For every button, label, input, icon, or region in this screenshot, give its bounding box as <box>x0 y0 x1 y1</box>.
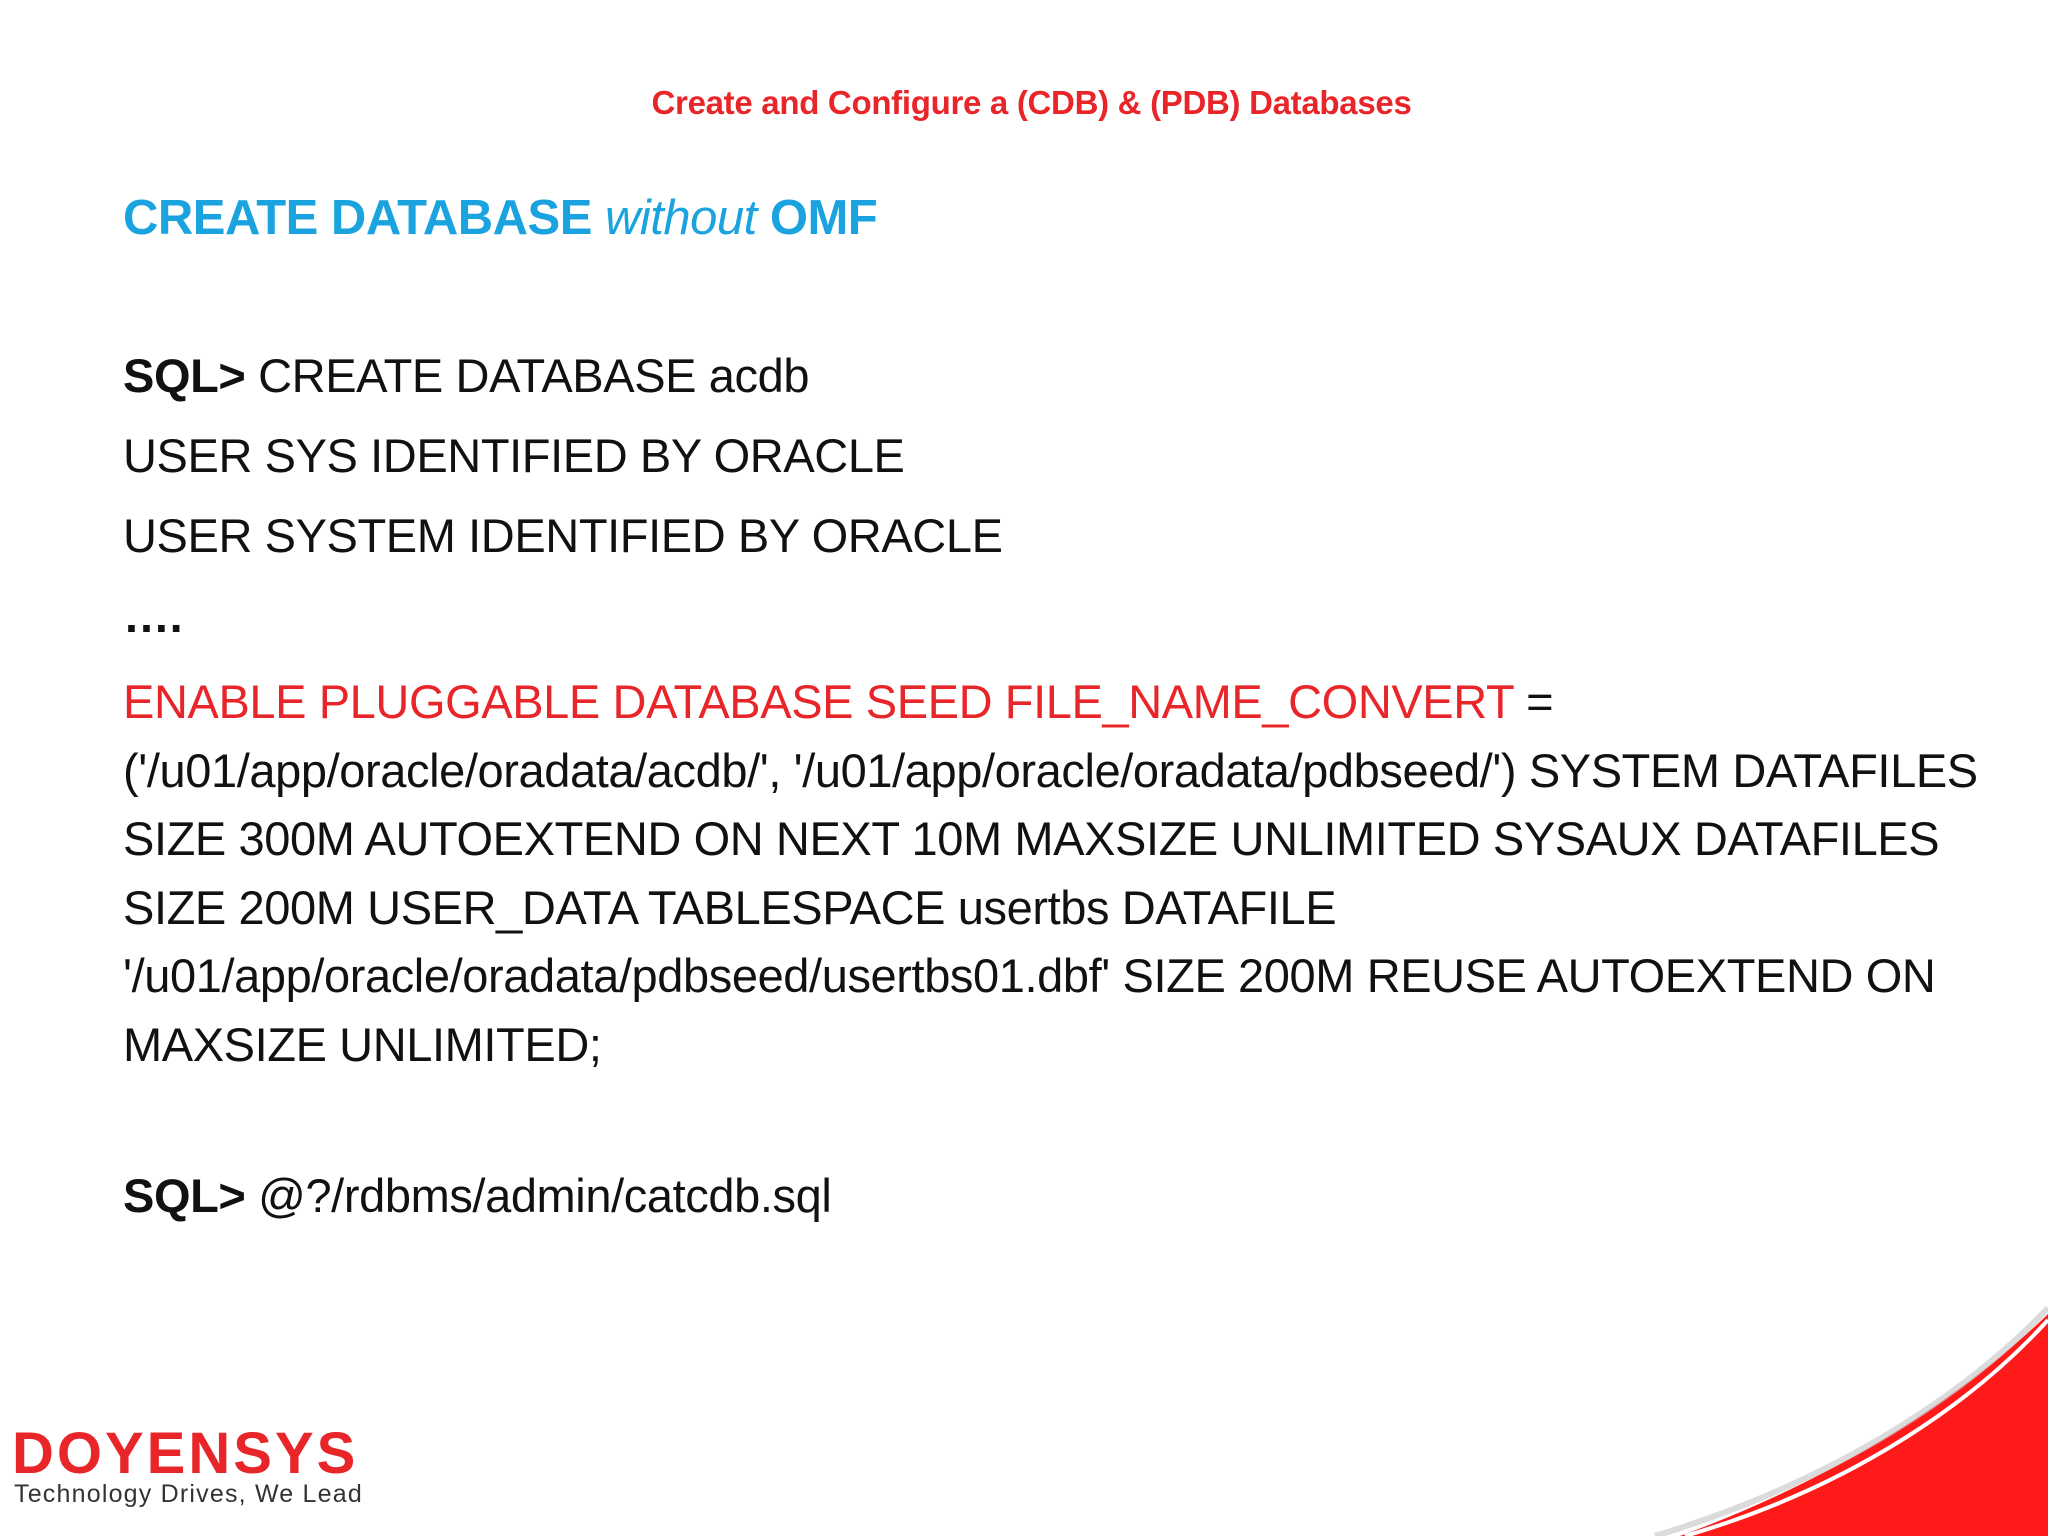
sql-keyword-highlight: ENABLE PLUGGABLE DATABASE SEED FILE_NAME_CONVERT <box>123 675 1514 728</box>
logo-wordmark: DOYENSYS <box>12 1421 359 1486</box>
sql-create-text: CREATE DATABASE acdb <box>245 349 810 402</box>
logo-tagline: Technology Drives, We Lead <box>14 1480 363 1508</box>
sql-line-catcdb <box>123 1168 831 1223</box>
heading-italic: without <box>605 191 757 245</box>
sql-line-create <box>123 348 809 403</box>
sql-line-ellipsis: …. <box>123 589 183 642</box>
slide-title: Create and Configure a (CDB) & (PDB) Databases <box>651 84 1412 121</box>
sql-convert-clause: = ('/u01/app/oracle/oradata/acdb/', '/u01/app/oracle/oradata/pdbseed/') SYSTEM DATAFILES SIZE 300M AUTOEXTEND ON NEXT 10M MAXSIZE UNLIMITED SYSAUX DATAFILES SIZE 200M USER_DATA TABLESPACE usertbs DATAFILE '/u01/app/oracle/oradata/pdbseed/usertbs01.dbf' SIZE 200M REUSE AUTOEXTEND ON MAXSIZE UNLIMITED; <box>123 675 1978 1071</box>
company-logo <box>12 1421 482 1508</box>
sql-prompt-2: SQL> <box>123 1169 246 1222</box>
section-heading <box>123 190 877 246</box>
sql-catcdb-text: @?/rdbms/admin/catcdb.sql <box>245 1169 832 1222</box>
sql-prompt: SQL> <box>123 349 246 402</box>
sql-enable-pluggable-block <box>123 668 2003 1079</box>
heading-part-1: CREATE DATABASE <box>123 191 605 245</box>
sql-line-sys-user: USER SYS IDENTIFIED BY ORACLE <box>123 429 905 482</box>
swoosh-red-shape <box>1680 1314 2048 1536</box>
sql-line-system-user: USER SYSTEM IDENTIFIED BY ORACLE <box>123 509 1003 562</box>
heading-part-3: OMF <box>756 191 878 245</box>
corner-swoosh-decoration <box>1560 1300 2048 1536</box>
